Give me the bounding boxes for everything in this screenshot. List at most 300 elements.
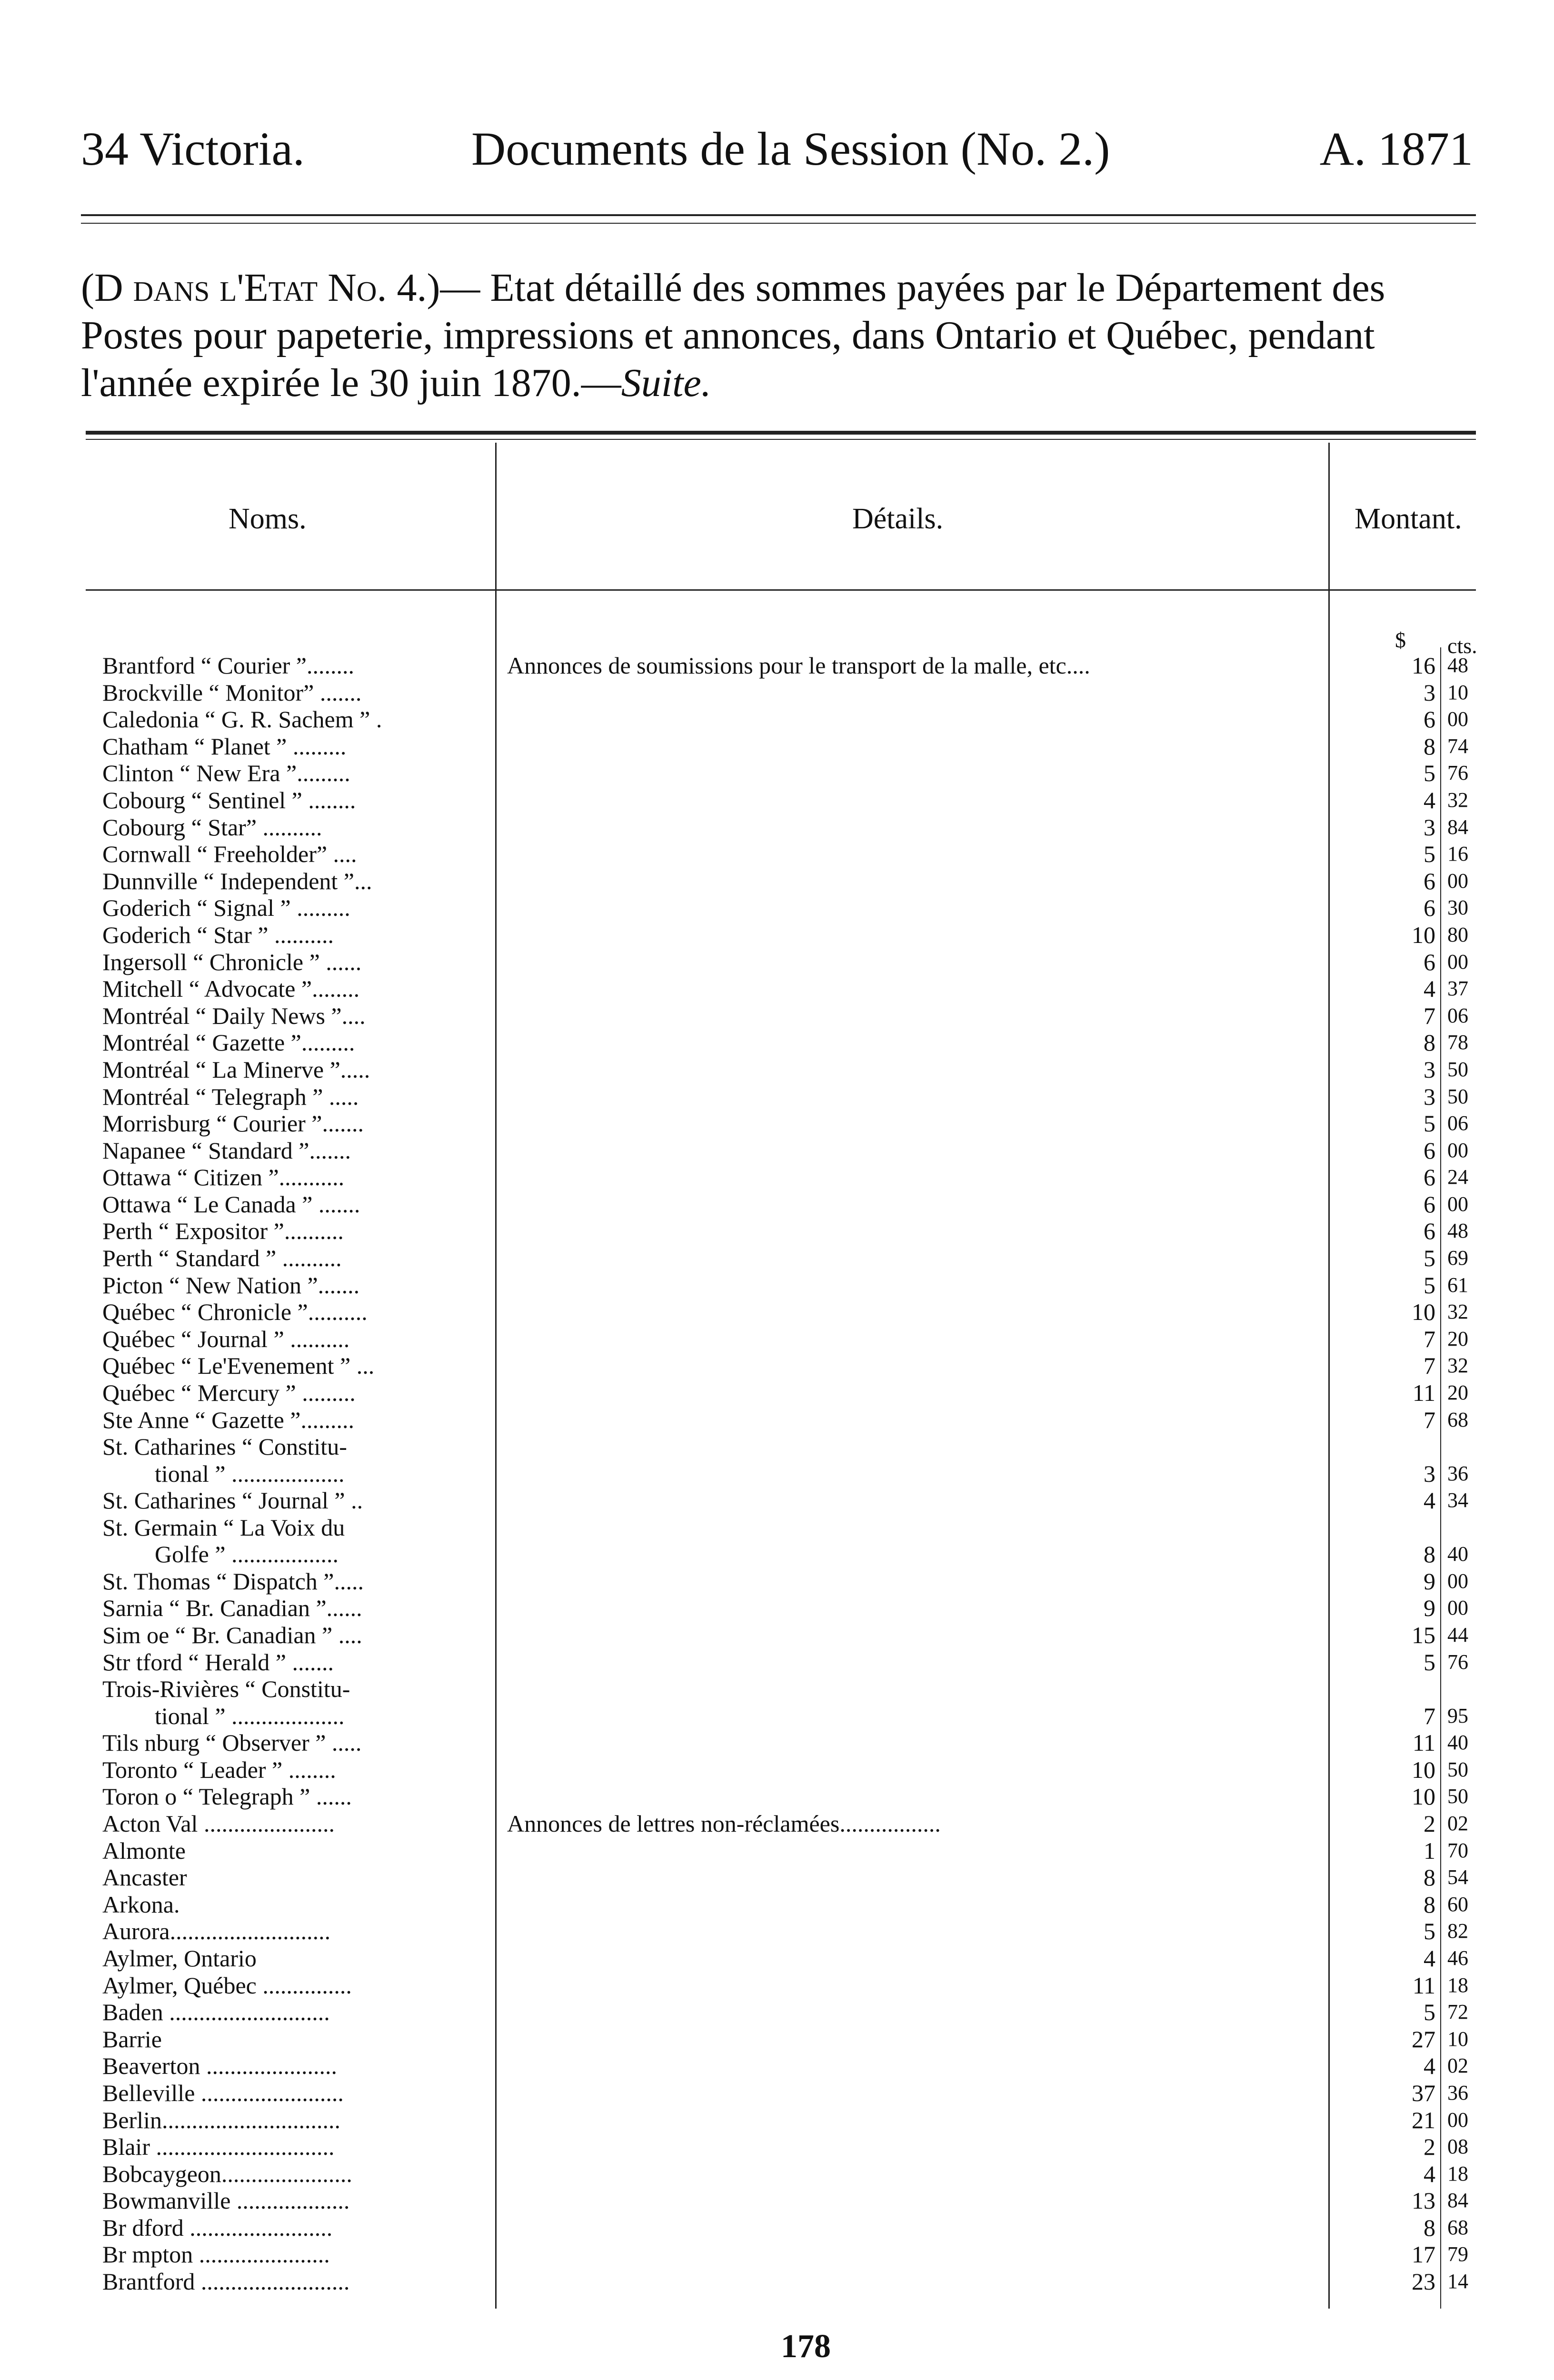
row-amount-dollars: 6 — [1424, 1164, 1435, 1191]
row-amount-dollars: 3 — [1424, 1056, 1435, 1083]
row-name — [102, 1245, 498, 1272]
table-row — [0, 1352, 1554, 1379]
row-amount-cents: 48 — [1447, 654, 1468, 677]
row-amount-cents: 46 — [1447, 1946, 1468, 1970]
table-row — [0, 1326, 1554, 1353]
row-amount-cents: 50 — [1447, 1757, 1468, 1781]
row-amount-dollars: 7 — [1424, 1406, 1435, 1433]
row-amount-cents: 95 — [1447, 1704, 1468, 1727]
row-amount-dollars: 10 — [1412, 921, 1435, 948]
row-name — [102, 1568, 498, 1595]
row-name-line: Caledonia “ G. R. Sachem ” . — [102, 706, 382, 733]
row-amount-dollars: 2 — [1424, 1810, 1435, 1837]
row-amount-cents: 68 — [1447, 2215, 1468, 2239]
row-name-continuation: tional ” ................... — [155, 1460, 345, 1487]
row-name — [102, 2214, 498, 2241]
caption-suite: Suite. — [621, 361, 711, 405]
row-amount-dollars: 3 — [1424, 813, 1435, 841]
row-name-line: Mitchell “ Advocate ”........ — [102, 975, 360, 1002]
row-name-continuation: Golfe ” .................. — [155, 1541, 339, 1568]
row-amount-cents: 02 — [1447, 1811, 1468, 1835]
row-amount-dollars: 6 — [1424, 1218, 1435, 1245]
row-amount-cents: 44 — [1447, 1623, 1468, 1646]
row-name — [102, 760, 498, 787]
row-name — [102, 1164, 498, 1191]
row-name — [102, 1837, 498, 1864]
row-amount-cents: 08 — [1447, 2135, 1468, 2159]
row-name — [102, 1137, 498, 1164]
row-amount-cents: 34 — [1447, 1488, 1468, 1512]
row-amount-cents: 30 — [1447, 896, 1468, 920]
row-amount-dollars: 4 — [1424, 1944, 1435, 1972]
row-name-line: St. Catharines “ Journal ” .. — [102, 1487, 363, 1514]
table-row — [0, 2053, 1554, 2080]
row-amount-cents: 70 — [1447, 1838, 1468, 1862]
row-amount-dollars: 27 — [1412, 2025, 1435, 2053]
row-amount-dollars: 6 — [1424, 1190, 1435, 1218]
table-row — [0, 1756, 1554, 1784]
row-name — [102, 894, 498, 922]
row-amount-cents: 00 — [1447, 1192, 1468, 1216]
row-amount-cents: 69 — [1447, 1246, 1468, 1270]
row-amount-dollars: 21 — [1412, 2106, 1435, 2133]
row-amount-cents: 54 — [1447, 1865, 1468, 1889]
row-amount-cents: 79 — [1447, 2242, 1468, 2266]
row-amount-cents: 36 — [1447, 2081, 1468, 2104]
row-amount-cents: 50 — [1447, 1057, 1468, 1081]
row-amount-cents: 14 — [1447, 2270, 1468, 2293]
table-row — [0, 2214, 1554, 2241]
row-name — [102, 1056, 498, 1083]
row-name — [102, 1299, 498, 1326]
row-name-line: Picton “ New Nation ”....... — [102, 1271, 360, 1299]
table-row — [0, 1002, 1554, 1030]
row-amount-cents: 32 — [1447, 1300, 1468, 1324]
table-row — [0, 787, 1554, 814]
table-row — [0, 1164, 1554, 1191]
row-name-line: Chatham “ Planet ” ......... — [102, 733, 347, 760]
row-amount-cents: 18 — [1447, 2162, 1468, 2185]
row-name — [102, 1999, 498, 2026]
row-name-line: Br dford ........................ — [102, 2214, 333, 2241]
row-name — [102, 814, 498, 841]
table-row — [0, 1514, 1554, 1568]
table-row — [0, 1568, 1554, 1595]
row-name — [102, 1029, 498, 1056]
table-row — [0, 949, 1554, 976]
row-name — [102, 2053, 498, 2080]
row-amount-cents: 72 — [1447, 2000, 1468, 2024]
row-amount-dollars: 9 — [1424, 1595, 1435, 1622]
row-amount-cents: 00 — [1447, 1138, 1468, 1162]
table-row — [0, 652, 1554, 679]
table-row — [0, 1029, 1554, 1056]
row-name-line: Tils nburg “ Observer ” ..... — [102, 1729, 362, 1756]
row-name — [102, 1514, 498, 1568]
table-row — [0, 2107, 1554, 2134]
row-name — [102, 1487, 498, 1514]
row-name-line: Toronto “ Leader ” ........ — [102, 1756, 336, 1783]
table-row — [0, 1056, 1554, 1083]
row-name-line: Beaverton ...................... — [102, 2053, 337, 2080]
row-name-line: Montréal “ Telegraph ” ..... — [102, 1083, 359, 1110]
header-right: A. 1871 — [1319, 122, 1473, 175]
row-amount-cents: 40 — [1447, 1542, 1468, 1566]
row-name-line: Morrisburg “ Courier ”....... — [102, 1110, 364, 1137]
row-name — [102, 1002, 498, 1030]
row-amount-dollars: 11 — [1412, 1729, 1435, 1756]
row-detail: Annonces de soumissions pour le transport de la malle, etc.... — [507, 652, 1090, 679]
row-amount-dollars: 11 — [1412, 1972, 1435, 1999]
row-amount-cents: 40 — [1447, 1731, 1468, 1755]
row-name — [102, 1326, 498, 1353]
row-detail: Annonces de lettres non-réclamées................. — [507, 1810, 941, 1837]
row-name — [102, 2187, 498, 2214]
row-amount-cents: 50 — [1447, 1785, 1468, 1808]
table-row — [0, 1729, 1554, 1756]
row-amount-dollars: 10 — [1412, 1783, 1435, 1810]
table-row — [0, 1649, 1554, 1676]
row-amount-dollars: 5 — [1424, 1245, 1435, 1272]
row-name — [102, 1083, 498, 1111]
table-row — [0, 706, 1554, 733]
row-amount-cents: 84 — [1447, 2189, 1468, 2212]
row-amount-dollars: 16 — [1412, 652, 1435, 679]
row-name — [102, 2133, 498, 2161]
row-name-line: Sarnia “ Br. Canadian ”...... — [102, 1595, 362, 1622]
column-header-noms: Noms. — [229, 503, 307, 535]
row-name — [102, 1756, 498, 1784]
row-amount-dollars: 7 — [1424, 1352, 1435, 1379]
row-amount-cents: 32 — [1447, 788, 1468, 812]
row-amount-dollars: 1 — [1424, 1837, 1435, 1864]
row-name — [102, 787, 498, 814]
table-row — [0, 1783, 1554, 1810]
row-amount-dollars: 8 — [1424, 1029, 1435, 1056]
table-row — [0, 1945, 1554, 1972]
row-name — [102, 1945, 498, 1972]
row-name — [102, 949, 498, 976]
row-name-line: Bowmanville ................... — [102, 2187, 350, 2214]
table-row — [0, 894, 1554, 922]
row-name-line: Napanee “ Standard ”....... — [102, 1137, 351, 1164]
row-name-line: Brantford “ Courier ”........ — [102, 652, 355, 679]
table-row — [0, 1972, 1554, 1999]
row-amount-dollars: 37 — [1412, 2079, 1435, 2106]
row-name — [102, 1110, 498, 1137]
row-amount-dollars: 5 — [1424, 1648, 1435, 1676]
row-amount-dollars: 5 — [1424, 1110, 1435, 1137]
table-row — [0, 1218, 1554, 1245]
row-amount-cents: 36 — [1447, 1461, 1468, 1485]
row-amount-dollars: 8 — [1424, 1541, 1435, 1568]
row-name-line: Clinton “ New Era ”......... — [102, 760, 350, 787]
row-name — [102, 841, 498, 868]
row-name-line: Almonte — [102, 1837, 186, 1864]
page-number: 178 — [781, 2328, 831, 2365]
table-row — [0, 1864, 1554, 1891]
row-name-line: St. Germain “ La Voix du — [102, 1514, 345, 1541]
row-name — [102, 1272, 498, 1299]
row-name-line: St. Thomas “ Dispatch ”..... — [102, 1567, 364, 1595]
row-amount-cents: 06 — [1447, 1111, 1468, 1135]
row-amount-cents: 74 — [1447, 734, 1468, 758]
row-name-line: Arkona. — [102, 1891, 180, 1918]
row-name-line: Blair .............................. — [102, 2133, 335, 2161]
dollar-sign: $ — [1395, 628, 1406, 652]
row-name-line: Ingersoll “ Chronicle ” ...... — [102, 948, 362, 975]
row-amount-dollars: 9 — [1424, 1567, 1435, 1595]
row-name-line: Aylmer, Québec ............... — [102, 1972, 352, 1999]
header-rule-bottom — [81, 223, 1476, 224]
row-amount-dollars: 13 — [1412, 2187, 1435, 2214]
row-amount-dollars: 11 — [1412, 1379, 1435, 1407]
row-name — [102, 2107, 498, 2134]
row-amount-dollars: 5 — [1424, 1271, 1435, 1299]
row-amount-dollars: 7 — [1424, 1325, 1435, 1352]
row-amount-dollars: 8 — [1424, 2214, 1435, 2241]
row-amount-cents: 18 — [1447, 1973, 1468, 1997]
row-amount-dollars: 23 — [1412, 2268, 1435, 2295]
table-row — [0, 760, 1554, 787]
row-name-line: Str tford “ Herald ” ....... — [102, 1648, 334, 1676]
row-name — [102, 1729, 498, 1756]
table-row — [0, 868, 1554, 895]
table-row — [0, 2133, 1554, 2161]
row-name — [102, 975, 498, 1002]
row-amount-cents: 10 — [1447, 2027, 1468, 2051]
header-left: 34 Victoria. — [81, 122, 305, 175]
column-header-details: Détails. — [852, 503, 944, 535]
row-amount-dollars: 3 — [1424, 1083, 1435, 1110]
row-name — [102, 1379, 498, 1407]
row-name — [102, 2268, 498, 2295]
row-amount-dollars: 6 — [1424, 948, 1435, 975]
row-name-line: Br mpton ...................... — [102, 2241, 330, 2268]
table-caption — [81, 264, 1476, 407]
row-amount-cents: 00 — [1447, 869, 1468, 892]
header-center: Documents de la Session (No. 2.) — [471, 122, 1110, 175]
row-name-line: Goderich “ Signal ” ......... — [102, 894, 350, 922]
table-row — [0, 1433, 1554, 1487]
table-row — [0, 841, 1554, 868]
row-amount-cents: 76 — [1447, 761, 1468, 785]
table-row — [0, 1272, 1554, 1299]
row-amount-cents: 24 — [1447, 1165, 1468, 1189]
row-name-line: Ottawa “ Le Canada ” ....... — [102, 1190, 360, 1218]
row-name — [102, 1595, 498, 1622]
row-name-line: Québec “ Chronicle ”.......... — [102, 1299, 368, 1326]
row-name — [102, 1352, 498, 1379]
caption-label: (D dans l'Etat No. 4.) — [81, 266, 440, 310]
table-row — [0, 1891, 1554, 1918]
row-amount-dollars: 6 — [1424, 867, 1435, 894]
row-amount-cents: 68 — [1447, 1408, 1468, 1431]
row-amount-dollars: 10 — [1412, 1756, 1435, 1783]
table-row — [0, 814, 1554, 841]
row-name — [102, 1191, 498, 1218]
table-row — [0, 2241, 1554, 2268]
row-amount-dollars: 2 — [1424, 2133, 1435, 2161]
row-name-line: Québec “ Journal ” .......... — [102, 1325, 350, 1352]
row-amount-dollars: 8 — [1424, 1864, 1435, 1891]
row-name-line: Cobourg “ Sentinel ” ........ — [102, 786, 356, 813]
table-row — [0, 1837, 1554, 1864]
row-name — [102, 1676, 498, 1729]
row-name — [102, 2026, 498, 2053]
table-rule-top-thin — [86, 439, 1476, 440]
row-name-line: Aylmer, Ontario — [102, 1944, 257, 1972]
row-amount-cents: 32 — [1447, 1354, 1468, 1378]
row-amount-cents: 48 — [1447, 1219, 1468, 1243]
row-amount-dollars: 4 — [1424, 1487, 1435, 1514]
row-amount-dollars: 7 — [1424, 1002, 1435, 1029]
row-name — [102, 2241, 498, 2268]
row-amount-cents: 61 — [1447, 1273, 1468, 1297]
row-amount-cents: 50 — [1447, 1084, 1468, 1108]
row-name — [102, 706, 498, 733]
row-amount-dollars: 6 — [1424, 894, 1435, 922]
table-row — [0, 1622, 1554, 1649]
row-amount-dollars: 5 — [1424, 760, 1435, 787]
row-name-line: Brantford ......................... — [102, 2268, 350, 2295]
table-row — [0, 1999, 1554, 2026]
table-row — [0, 1245, 1554, 1272]
table-row — [0, 2161, 1554, 2188]
caption-text: — Etat détaillé des sommes payées par le Département des Postes pour papeterie, impressions et annonces, dans Ontario et Québec, pendant l'année expirée le 30 juin 1870.— — [81, 266, 1385, 405]
row-amount-cents: 00 — [1447, 707, 1468, 731]
row-name-line: Montréal “ La Minerve ”..... — [102, 1056, 370, 1083]
row-amount-cents: 76 — [1447, 1650, 1468, 1674]
table-row — [0, 1137, 1554, 1164]
row-amount-dollars: 10 — [1412, 1299, 1435, 1326]
row-name — [102, 1972, 498, 1999]
table-row — [0, 1810, 1554, 1837]
row-name-line: Trois-Rivières “ Constitu- — [102, 1676, 350, 1703]
table-row — [0, 733, 1554, 760]
row-name — [102, 1810, 498, 1837]
row-name — [102, 1433, 498, 1487]
table-row — [0, 679, 1554, 706]
table-row — [0, 922, 1554, 949]
table-row — [0, 1407, 1554, 1434]
row-name — [102, 733, 498, 760]
table-body — [0, 652, 1554, 2295]
header-rule-top — [81, 214, 1476, 216]
table-row — [0, 1110, 1554, 1137]
column-header-montant: Montant. — [1355, 503, 1462, 535]
row-amount-dollars: 4 — [1424, 786, 1435, 813]
table-row — [0, 975, 1554, 1002]
row-name — [102, 1407, 498, 1434]
row-name-line: Cobourg “ Star” .......... — [102, 813, 322, 841]
row-amount-cents: 20 — [1447, 1327, 1468, 1350]
row-name — [102, 1783, 498, 1810]
row-name-line: Montréal “ Gazette ”......... — [102, 1029, 355, 1056]
row-amount-cents: 84 — [1447, 815, 1468, 839]
row-amount-dollars: 6 — [1424, 706, 1435, 733]
table-row — [0, 1676, 1554, 1729]
row-name-line: Bobcaygeon...................... — [102, 2160, 352, 2187]
row-amount-dollars: 4 — [1424, 975, 1435, 1002]
table-row — [0, 1918, 1554, 1945]
row-amount-cents: 10 — [1447, 680, 1468, 704]
row-name — [102, 1918, 498, 1945]
row-amount-dollars: 5 — [1424, 1999, 1435, 2026]
row-amount-dollars: 4 — [1424, 2053, 1435, 2080]
row-name — [102, 652, 498, 679]
table-row — [0, 1487, 1554, 1514]
row-name-line: Barrie — [102, 2025, 162, 2053]
row-amount-cents: 00 — [1447, 1569, 1468, 1593]
row-name-line: Baden ........................... — [102, 1999, 330, 2026]
row-name-line: Ancaster — [102, 1864, 187, 1891]
row-name-line: Goderich “ Star ” .......... — [102, 921, 334, 948]
row-amount-dollars: 15 — [1412, 1622, 1435, 1648]
row-name-line: Perth “ Expositor ”.......... — [102, 1218, 344, 1245]
row-amount-cents: 00 — [1447, 2108, 1468, 2132]
row-name — [102, 1864, 498, 1891]
row-name-continuation: tional ” ................... — [155, 1702, 345, 1729]
row-name-line: Ste Anne “ Gazette ”......... — [102, 1406, 354, 1433]
row-name — [102, 1649, 498, 1676]
row-name-line: St. Catharines “ Constitu- — [102, 1433, 347, 1460]
column-header-rule — [86, 589, 1476, 591]
row-amount-cents: 02 — [1447, 2054, 1468, 2078]
row-amount-cents: 00 — [1447, 1596, 1468, 1620]
table-row — [0, 1083, 1554, 1111]
row-amount-cents: 80 — [1447, 922, 1468, 946]
row-name-line: Aurora........................... — [102, 1918, 331, 1945]
row-name — [102, 1622, 498, 1649]
row-amount-dollars: 5 — [1424, 841, 1435, 868]
row-amount-cents: 78 — [1447, 1031, 1468, 1054]
table-row — [0, 1299, 1554, 1326]
row-amount-dollars: 8 — [1424, 1891, 1435, 1918]
row-name-line: Cornwall “ Freeholder” .... — [102, 841, 357, 868]
table-rule-top — [86, 431, 1476, 435]
row-name — [102, 922, 498, 949]
row-name-line: Québec “ Mercury ” ......... — [102, 1379, 356, 1407]
row-amount-dollars: 17 — [1412, 2241, 1435, 2268]
table-row — [0, 2187, 1554, 2214]
table-row — [0, 2268, 1554, 2295]
row-amount-dollars: 7 — [1424, 1702, 1435, 1729]
row-name — [102, 2161, 498, 2188]
cents-label: cts. — [1447, 634, 1477, 658]
row-amount-dollars: 3 — [1424, 679, 1435, 706]
row-name-line: Toron o “ Telegraph ” ...... — [102, 1783, 352, 1810]
row-amount-cents: 06 — [1447, 1003, 1468, 1027]
row-amount-cents: 20 — [1447, 1381, 1468, 1405]
row-amount-dollars: 6 — [1424, 1137, 1435, 1164]
row-name-line: Berlin.............................. — [102, 2106, 340, 2133]
row-amount-cents: 16 — [1447, 842, 1468, 866]
row-amount-dollars: 3 — [1424, 1460, 1435, 1487]
row-name-line: Sim oe “ Br. Canadian ” .... — [102, 1622, 362, 1648]
row-name-line: Perth “ Standard ” .......... — [102, 1245, 342, 1272]
row-name-line: Montréal “ Daily News ”.... — [102, 1002, 366, 1029]
row-amount-dollars: 5 — [1424, 1918, 1435, 1945]
row-name-line: Brockville “ Monitor” ....... — [102, 679, 362, 706]
row-name-line: Ottawa “ Citizen ”........... — [102, 1164, 345, 1191]
row-name-line: Acton Val ...................... — [102, 1810, 335, 1837]
row-name-line: Québec “ Le'Evenement ” ... — [102, 1352, 375, 1379]
row-amount-dollars: 4 — [1424, 2160, 1435, 2187]
row-amount-dollars: 8 — [1424, 733, 1435, 760]
row-name — [102, 1891, 498, 1918]
row-name — [102, 868, 498, 895]
